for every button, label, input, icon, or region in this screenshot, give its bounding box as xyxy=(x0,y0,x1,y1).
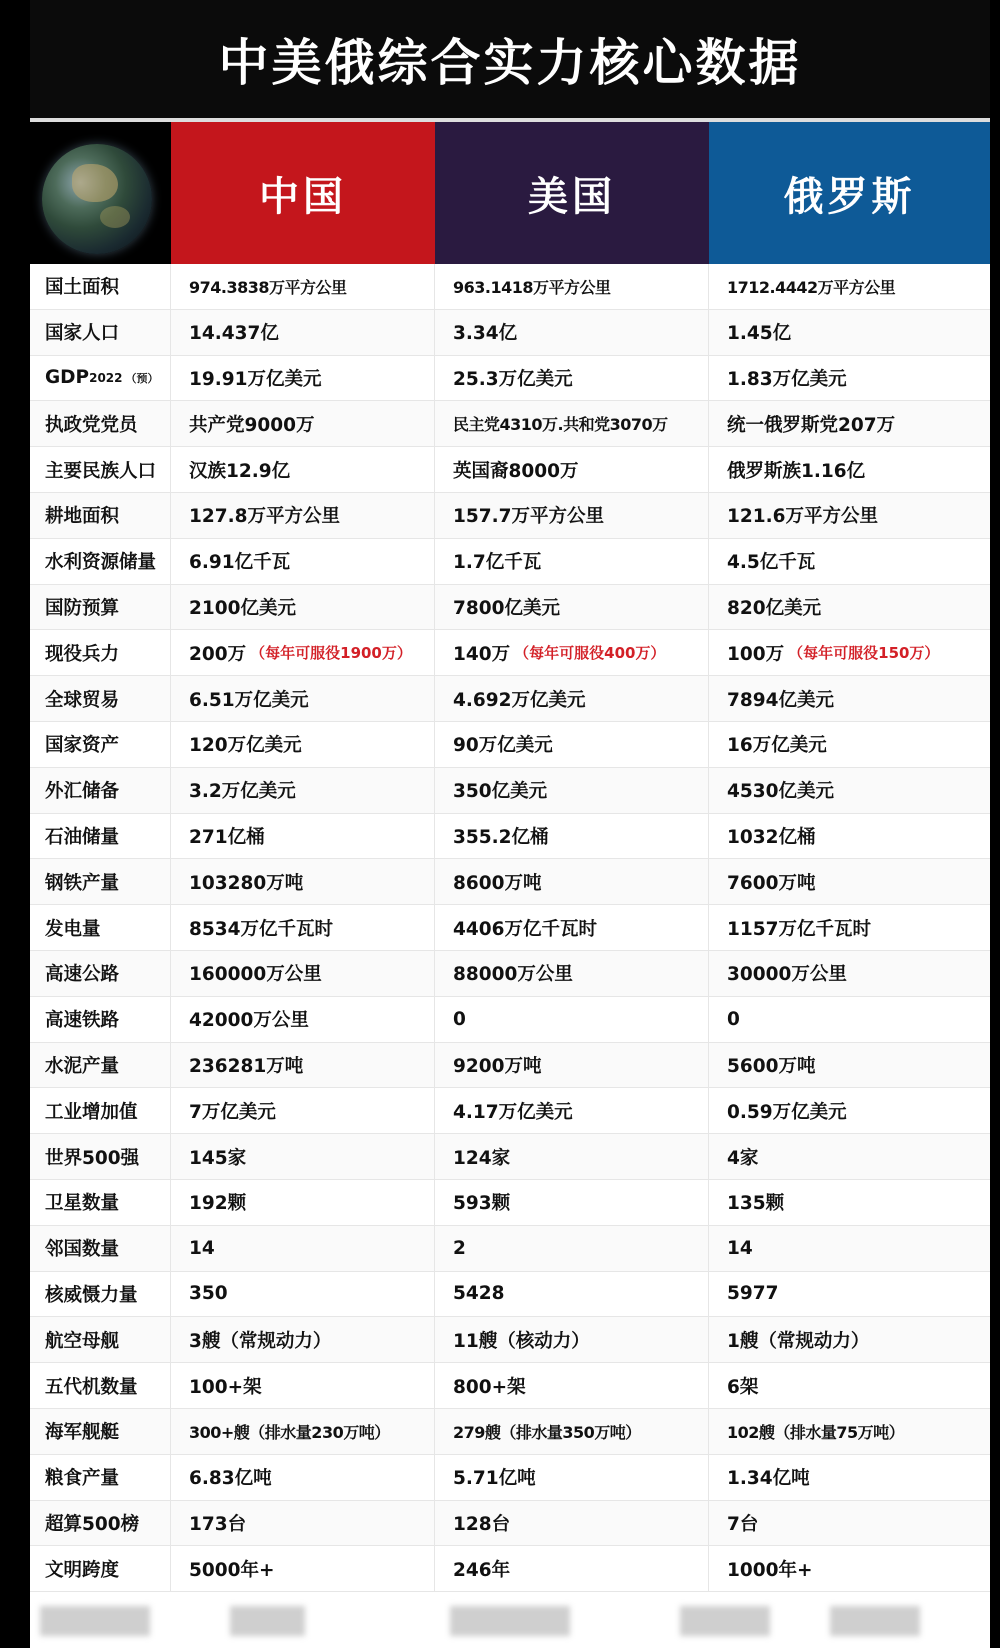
table-row xyxy=(30,997,990,1043)
cell-usa: 8600万吨 xyxy=(435,859,709,904)
cell-china: 300+艘（排水量230万吨） xyxy=(171,1409,435,1454)
cell-russia: 7台 xyxy=(727,1513,759,1535)
cell-usa: 279艘（排水量350万吨） xyxy=(435,1409,709,1454)
cell-russia: 1157万亿千瓦时 xyxy=(727,918,871,940)
cell-usa: 2 xyxy=(435,1226,709,1271)
comparison-sheet xyxy=(30,0,990,1648)
cell-china: 145家 xyxy=(171,1134,435,1179)
row-label: 航空母舰 xyxy=(30,1317,171,1362)
cell-usa: 7800亿美元 xyxy=(435,585,709,630)
cell-usa: 800+架 xyxy=(435,1363,709,1408)
cell-russia: 1000年+ xyxy=(727,1559,813,1581)
row-label: 国土面积 xyxy=(30,264,171,309)
table-row xyxy=(30,1501,990,1547)
cell-russia: 5600万吨 xyxy=(727,1055,816,1077)
row-label: 钢铁产量 xyxy=(30,859,171,904)
row-label: GDP 2022 （预） xyxy=(30,356,171,401)
table-row xyxy=(30,630,990,676)
cell-russia: 0.59万亿美元 xyxy=(727,1101,847,1123)
table-row xyxy=(30,951,990,997)
header-usa: 美国 xyxy=(435,122,709,264)
cell-russia: 0 xyxy=(727,1008,740,1030)
page-title: 中美俄综合实力核心数据 xyxy=(218,34,802,92)
cell-china: 42000万公里 xyxy=(171,997,435,1042)
cell-russia: 135颗 xyxy=(727,1193,785,1215)
table-row xyxy=(30,905,990,951)
cell-china: 19.91万亿美元 xyxy=(171,356,435,401)
row-label: 邻国数量 xyxy=(30,1226,171,1271)
globe-cell xyxy=(30,122,171,264)
cell-china: 6.51万亿美元 xyxy=(171,676,435,721)
table-row xyxy=(30,264,990,310)
cell-russia: 820亿美元 xyxy=(727,597,822,619)
cell-usa: 9200万吨 xyxy=(435,1043,709,1088)
table-row xyxy=(30,447,990,493)
header-china: 中国 xyxy=(171,122,435,264)
cell-usa: 4.17万亿美元 xyxy=(435,1088,709,1133)
cell-china: 192颗 xyxy=(171,1180,435,1225)
cell-russia: 7894亿美元 xyxy=(727,689,834,711)
row-label: 发电量 xyxy=(30,905,171,950)
cell-usa: 1.7亿千瓦 xyxy=(435,539,709,584)
row-label: 世界500强 xyxy=(30,1134,171,1179)
cell-usa: 128台 xyxy=(435,1501,709,1546)
table-row xyxy=(30,676,990,722)
cell-usa: 140万 （每年可服役400万） xyxy=(435,630,709,675)
cell-china: 3艘（常规动力） xyxy=(171,1317,435,1362)
cell-russia: 102艘（排水量75万吨） xyxy=(727,1422,905,1442)
cell-china: 汉族12.9亿 xyxy=(171,447,435,492)
cell-china: 127.8万平方公里 xyxy=(171,493,435,538)
cell-usa: 0 xyxy=(435,997,709,1042)
row-label: 主要民族人口 xyxy=(30,447,171,492)
cell-russia: 100万 （每年可服役150万） xyxy=(727,643,940,665)
row-label: 高速铁路 xyxy=(30,997,171,1042)
cell-russia: 1.34亿吨 xyxy=(727,1468,810,1490)
row-label: 全球贸易 xyxy=(30,676,171,721)
table-row xyxy=(30,539,990,585)
row-label: 粮食产量 xyxy=(30,1455,171,1500)
row-label: 高速公路 xyxy=(30,951,171,996)
cell-china: 6.83亿吨 xyxy=(171,1455,435,1500)
cell-usa: 25.3万亿美元 xyxy=(435,356,709,401)
table-row xyxy=(30,1455,990,1501)
row-label: 水利资源储量 xyxy=(30,539,171,584)
cell-china: 200万 （每年可服役1900万） xyxy=(171,630,435,675)
cell-russia: 14 xyxy=(727,1237,753,1259)
cell-china: 974.3838万平方公里 xyxy=(171,264,435,309)
cell-russia: 4.5亿千瓦 xyxy=(727,552,816,574)
table-row xyxy=(30,1272,990,1318)
row-label: 水泥产量 xyxy=(30,1043,171,1088)
cell-china: 160000万公里 xyxy=(171,951,435,996)
header-russia: 俄罗斯 xyxy=(709,122,990,264)
row-label: 工业增加值 xyxy=(30,1088,171,1133)
table-row xyxy=(30,859,990,905)
row-label: 石油储量 xyxy=(30,814,171,859)
table-row xyxy=(30,814,990,860)
cell-china: 271亿桶 xyxy=(171,814,435,859)
cell-china: 共产党9000万 xyxy=(171,401,435,446)
cell-china: 6.91亿千瓦 xyxy=(171,539,435,584)
cell-china: 14 xyxy=(171,1226,435,1271)
service-note: （每年可服役400万） xyxy=(514,644,666,663)
cell-usa: 355.2亿桶 xyxy=(435,814,709,859)
row-label: 文明跨度 xyxy=(30,1546,171,1591)
row-label: 国家资产 xyxy=(30,722,171,767)
cell-russia: 1艘（常规动力） xyxy=(727,1330,870,1352)
data-table xyxy=(30,264,990,1592)
table-row xyxy=(30,401,990,447)
cell-usa: 3.34亿 xyxy=(435,310,709,355)
cell-usa: 593颗 xyxy=(435,1180,709,1225)
cell-china: 120万亿美元 xyxy=(171,722,435,767)
table-row xyxy=(30,768,990,814)
cell-russia: 6架 xyxy=(727,1376,759,1398)
globe-icon xyxy=(42,144,152,254)
table-row xyxy=(30,1409,990,1455)
cell-usa: 5.71亿吨 xyxy=(435,1455,709,1500)
cell-russia: 16万亿美元 xyxy=(727,735,827,757)
cell-usa: 英国裔8000万 xyxy=(435,447,709,492)
cell-china: 5000年+ xyxy=(171,1546,435,1591)
row-label: 现役兵力 xyxy=(30,630,171,675)
cell-usa: 246年 xyxy=(435,1546,709,1591)
table-row xyxy=(30,356,990,402)
table-row xyxy=(30,1134,990,1180)
cell-russia: 统一俄罗斯党207万 xyxy=(727,414,896,436)
cell-china: 100+架 xyxy=(171,1363,435,1408)
cell-russia: 4家 xyxy=(727,1147,759,1169)
table-row xyxy=(30,1317,990,1363)
cell-usa: 350亿美元 xyxy=(435,768,709,813)
cell-russia: 1.83万亿美元 xyxy=(727,368,847,390)
cell-russia: 7600万吨 xyxy=(727,872,816,894)
cell-russia: 4530亿美元 xyxy=(727,781,834,803)
cell-china: 7万亿美元 xyxy=(171,1088,435,1133)
cell-russia: 1.45亿 xyxy=(727,323,792,345)
table-row xyxy=(30,1180,990,1226)
table-row xyxy=(30,493,990,539)
row-label: 外汇储备 xyxy=(30,768,171,813)
row-label: 五代机数量 xyxy=(30,1363,171,1408)
cropped-row-strip xyxy=(30,1596,990,1648)
cell-usa: 90万亿美元 xyxy=(435,722,709,767)
row-label: 卫星数量 xyxy=(30,1180,171,1225)
table-row xyxy=(30,585,990,631)
table-row xyxy=(30,1043,990,1089)
cell-china: 2100亿美元 xyxy=(171,585,435,630)
service-note: （每年可服役1900万） xyxy=(250,644,412,663)
country-header-row xyxy=(30,122,990,264)
cell-usa: 5428 xyxy=(435,1272,709,1317)
title-bar xyxy=(30,0,990,122)
cell-usa: 4.692万亿美元 xyxy=(435,676,709,721)
table-row xyxy=(30,1088,990,1134)
cell-china: 350 xyxy=(171,1272,435,1317)
table-row xyxy=(30,722,990,768)
cell-china: 3.2万亿美元 xyxy=(171,768,435,813)
row-label: 耕地面积 xyxy=(30,493,171,538)
cell-china: 236281万吨 xyxy=(171,1043,435,1088)
cell-russia: 30000万公里 xyxy=(727,964,847,986)
row-label: 国防预算 xyxy=(30,585,171,630)
row-label: 执政党党员 xyxy=(30,401,171,446)
cell-china: 103280万吨 xyxy=(171,859,435,904)
cell-usa: 157.7万平方公里 xyxy=(435,493,709,538)
table-row xyxy=(30,1546,990,1592)
cell-usa: 4406万亿千瓦时 xyxy=(435,905,709,950)
cell-china: 8534万亿千瓦时 xyxy=(171,905,435,950)
cell-russia: 5977 xyxy=(727,1283,779,1305)
cell-usa: 88000万公里 xyxy=(435,951,709,996)
cell-russia: 1032亿桶 xyxy=(727,826,816,848)
cell-russia: 1712.4442万平方公里 xyxy=(727,277,896,297)
row-label: 国家人口 xyxy=(30,310,171,355)
cell-china: 14.437亿 xyxy=(171,310,435,355)
row-label: 海军舰艇 xyxy=(30,1409,171,1454)
row-label: 超算500榜 xyxy=(30,1501,171,1546)
table-row xyxy=(30,310,990,356)
cell-usa: 11艘（核动力） xyxy=(435,1317,709,1362)
cell-russia: 俄罗斯族1.16亿 xyxy=(727,460,866,482)
cell-usa: 963.1418万平方公里 xyxy=(435,264,709,309)
cell-usa: 民主党4310万.共和党3070万 xyxy=(435,401,709,446)
table-row xyxy=(30,1226,990,1272)
row-label: 核威慑力量 xyxy=(30,1272,171,1317)
cell-usa: 124家 xyxy=(435,1134,709,1179)
table-row xyxy=(30,1363,990,1409)
service-note: （每年可服役150万） xyxy=(788,644,940,663)
cell-russia: 121.6万平方公里 xyxy=(727,506,879,528)
cell-china: 173台 xyxy=(171,1501,435,1546)
